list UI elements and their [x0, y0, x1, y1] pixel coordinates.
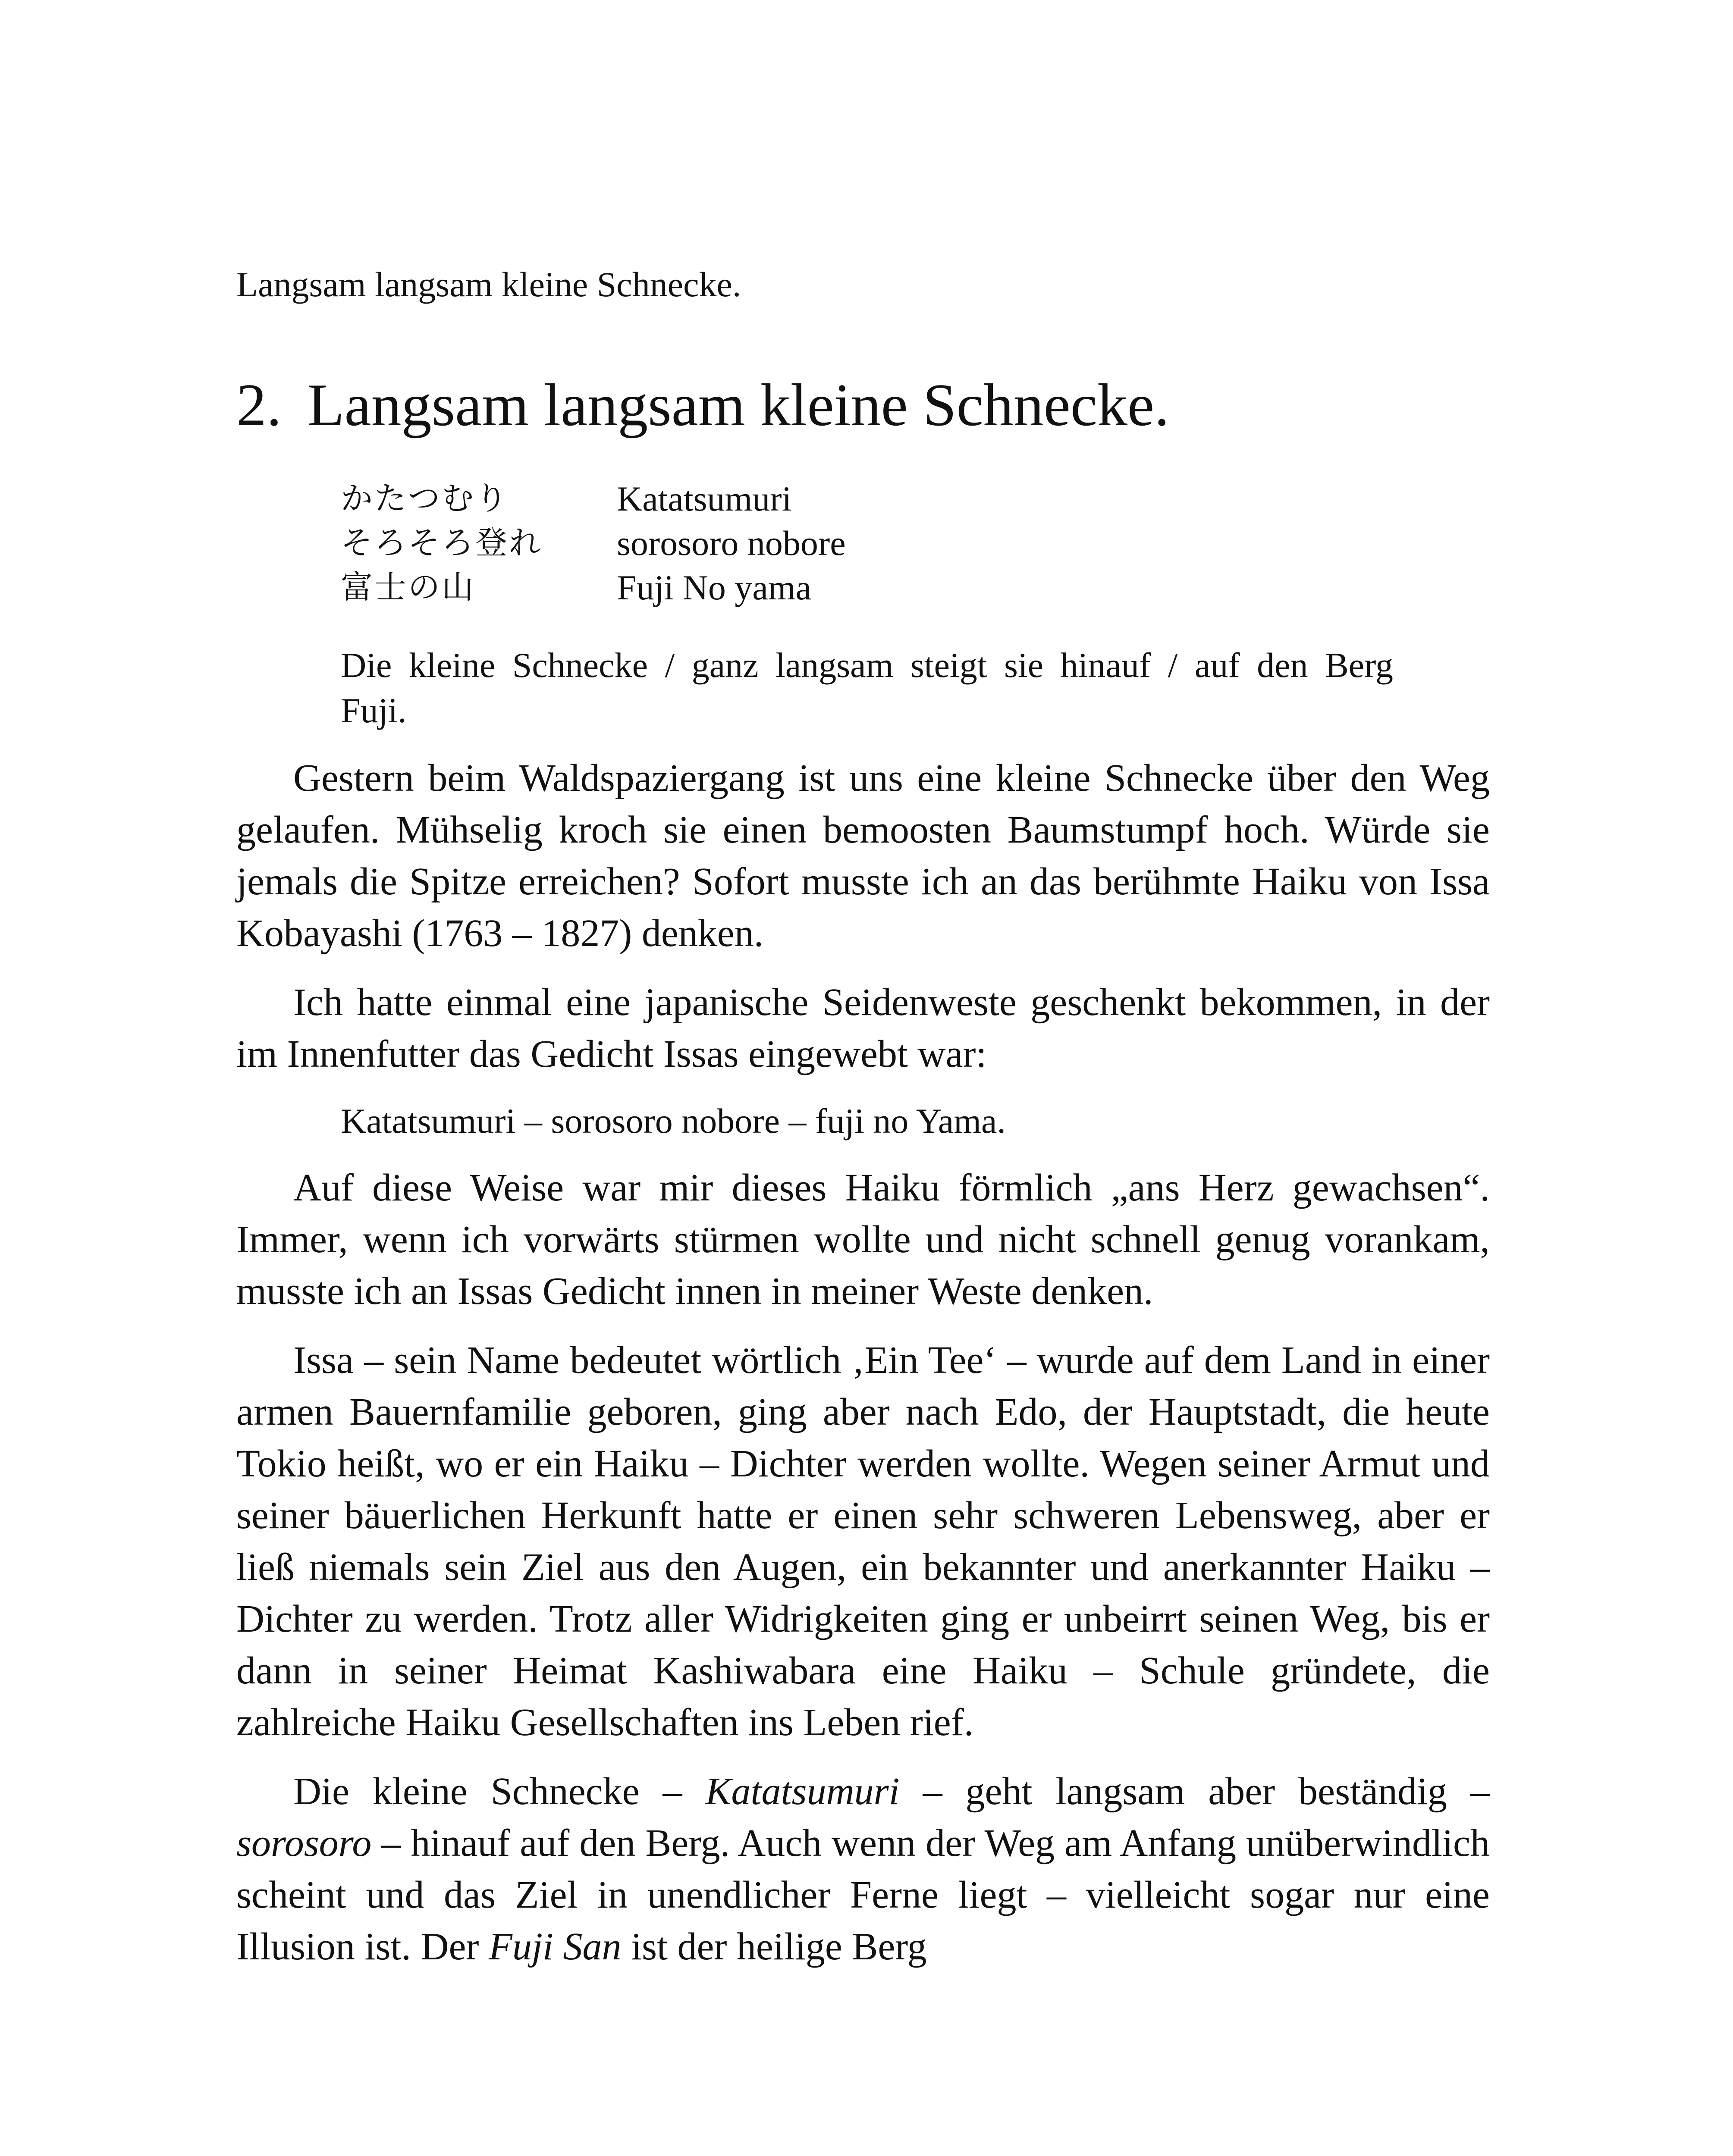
- text-run: – hinauf auf den Berg. Auch wenn der Weg am Anfang unüberwindlich scheint und das Ziel in unendlicher Ferne liegt – vielleicht sogar nur eine Illusion ist. Der: [236, 1822, 1490, 1968]
- haiku-japanese: 富士の山: [341, 569, 475, 606]
- text-run: Die kleine Schnecke –: [293, 1770, 706, 1813]
- italic-term: Fuji San: [488, 1925, 622, 1968]
- haiku-japanese: そろそろ登れ: [341, 524, 543, 561]
- paragraph: Gestern beim Waldspaziergang ist uns eine kleine Schnecke über den Weg gelaufen. Mühselig kroch sie einen bemoosten Baumstumpf hoch. Würde sie jemals die Spitze erreichen? Sofort musste ich an das berühmte Haiku von Issa Kobayashi (1763 – 1827) denken.: [236, 757, 1490, 955]
- chapter-title: [236, 367, 1530, 444]
- haiku-block: [341, 476, 1462, 610]
- haiku-japanese: かたつむり: [341, 480, 509, 517]
- running-header: Langsam langsam kleine Schnecke.: [236, 265, 741, 304]
- body-text: [236, 752, 1490, 1990]
- italic-term: sorosoro: [236, 1822, 372, 1865]
- paragraph: Issa – sein Name bedeutet wörtlich ‚Ein Tee‘ – wurde auf dem Land in einer armen Bauernfamilie geboren, ging aber nach Edo, der Hauptstadt, die heute Tokio heißt, wo er ein Haiku – Dichter werden wollte. Wegen seiner Armut und seiner bäuerlichen Herkunft hatte er einen sehr schweren Lebensweg, aber er ließ niemals sein Ziel aus den Augen, ein bekannter und anerkannter Haiku – Dichter zu werden. Trotz aller Widrigkeiten ging er unbeirrt seinen Weg, bis er dann in seiner Heimat Kashiwabara eine Haiku – Schule gründete, die zahlreiche Haiku Gesellschaften ins Leben rief.: [236, 1339, 1490, 1744]
- haiku-romaji: sorosoro nobore: [617, 523, 846, 563]
- haiku-translation: Die kleine Schnecke / ganz langsam steigt sie hinauf / auf den Berg Fuji.: [341, 646, 1393, 730]
- haiku-romaji: Katatsumuri: [617, 479, 792, 518]
- haiku-romaji: Fuji No yama: [617, 568, 811, 607]
- text-run: – geht langsam aber beständig –: [899, 1770, 1490, 1813]
- text-run: ist der heilige Berg: [621, 1925, 927, 1968]
- haiku-line: [341, 476, 1462, 521]
- paragraph: Ich hatte einmal eine japanische Seidenweste geschenkt bekommen, in der im Innenfutter das Gedicht Issas eingewebt war:: [236, 981, 1490, 1075]
- haiku-line: [341, 521, 1462, 565]
- haiku-line: [341, 565, 1462, 610]
- block-quote: Katatsumuri – sorosoro nobore – fuji no Yama.: [341, 1101, 1006, 1141]
- italic-term: Katatsumuri: [705, 1770, 900, 1813]
- paragraph: [236, 1766, 1490, 1973]
- chapter-title-text: Langsam langsam kleine Schnecke.: [308, 372, 1170, 439]
- paragraph: Auf diese Weise war mir dieses Haiku förmlich „ans Herz gewachsen“. Immer, wenn ich vorwärts stürmen wollte und nicht schnell genug vorankam, musste ich an Issas Gedicht innen in meiner Weste denken.: [236, 1166, 1490, 1313]
- chapter-number: 2.: [236, 372, 282, 439]
